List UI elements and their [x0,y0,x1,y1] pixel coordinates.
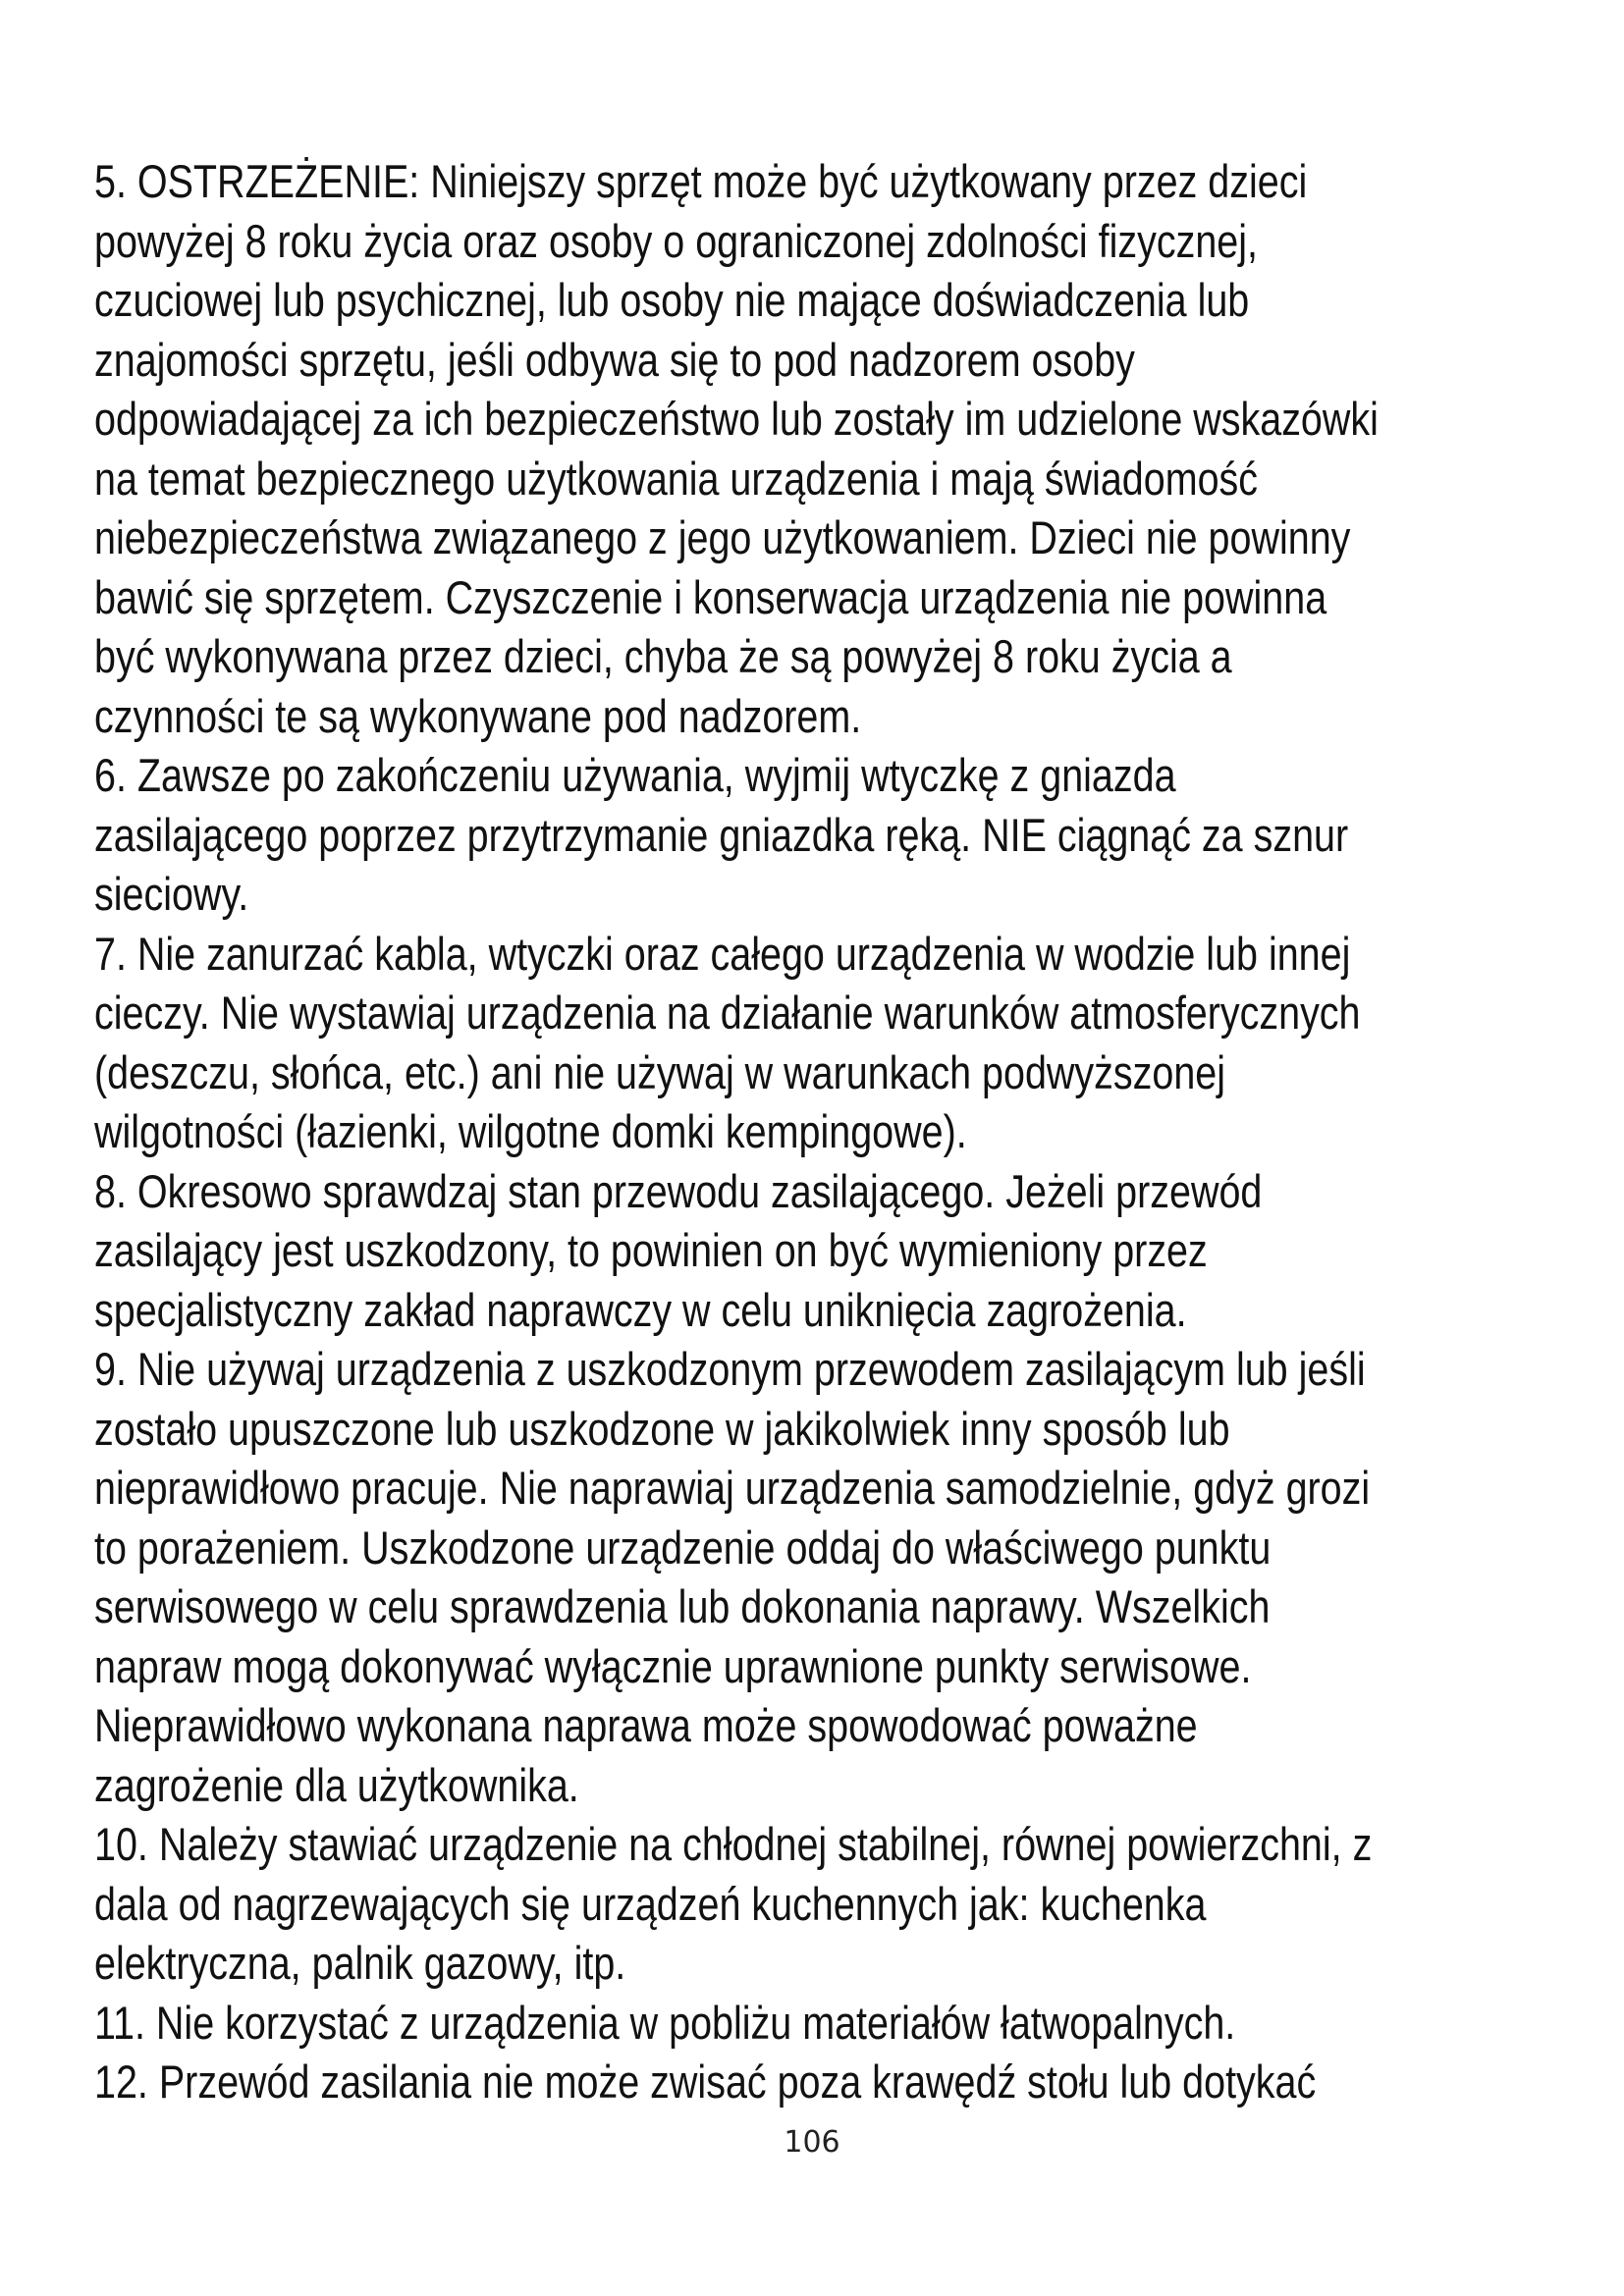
text-line: napraw mogą dokonywać wyłącznie uprawnione punkty serwisowe. [94,1639,1252,1692]
text-line: niebezpieczeństwa związanego z jego użytkowaniem. Dzieci nie powinny [94,511,1351,563]
text-line: 8. Okresowo sprawdzaj stan przewodu zasilającego. Jeżeli przewód [94,1164,1263,1217]
instruction-text-block [94,152,1547,2112]
text-line: 6. Zawsze po zakończeniu używania, wyjmij wtyczkę z gniazda [94,749,1176,801]
text-line: sieciowy. [94,868,249,920]
text-line: 5. OSTRZEŻENIE: Niniejszy sprzęt może być użytkowany przez dzieci [94,155,1308,207]
text-line: cieczy. Nie wystawiaj urządzenia na działanie warunków atmosferycznych [94,987,1361,1039]
text-line: nieprawidłowo pracuje. Nie naprawiaj urządzenia samodzielnie, gdyż grozi [94,1462,1371,1514]
text-line: 10. Należy stawiać urządzenie na chłodnej stabilnej, równej powierzchni, z [94,1818,1373,1870]
text-line: zostało upuszczone lub uszkodzone w jakikolwiek inny sposób lub [94,1402,1230,1455]
text-line: 7. Nie zanurzać kabla, wtyczki oraz całego urządzenia w wodzie lub innej [94,927,1351,980]
text-line: wilgotności (łazienki, wilgotne domki kempingowe). [94,1105,967,1157]
text-line: Nieprawidłowo wykonana naprawa może spowodować poważne [94,1699,1198,1751]
text-line: (deszczu, słońca, etc.) ani nie używaj w warunkach podwyższonej [94,1045,1226,1098]
text-line: bawić się sprzętem. Czyszczenie i konserwacja urządzenia nie powinna [94,570,1327,623]
text-line: zasilającego poprzez przytrzymanie gniazdka ręką. NIE ciągnąć za sznur [94,808,1349,861]
text-line: 12. Przewód zasilania nie może zwisać poza krawędź stołu lub dotykać [94,2056,1317,2108]
page-number: 106 [784,2125,840,2160]
text-line: zagrożenie dla użytkownika. [94,1758,579,1811]
text-line: odpowiadającej za ich bezpieczeństwo lub zostały im udzielone wskazówki [94,393,1379,445]
text-line: elektryczna, palnik gazowy, itp. [94,1937,626,1989]
text-line: specjalistyczny zakład naprawczy w celu uniknięcia zagrożenia. [94,1283,1187,1336]
text-line: to porażeniem. Uszkodzone urządzenie oddaj do właściwego punktu [94,1521,1272,1574]
text-line: powyżej 8 roku życia oraz osoby o ograniczonej zdolności fizycznej, [94,214,1258,267]
text-line: być wykonywana przez dzieci, chyba że są powyżej 8 roku życia a [94,630,1232,682]
text-line: serwisowego w celu sprawdzenia lub dokonania naprawy. Wszelkich [94,1580,1271,1632]
text-line: 9. Nie używaj urządzenia z uszkodzonym przewodem zasilającym lub jeśli [94,1343,1366,1395]
text-line: zasilający jest uszkodzony, to powinien on być wymieniony przez [94,1224,1208,1276]
text-line: czynności te są wykonywane pod nadzorem. [94,689,862,742]
text-line: 11. Nie korzystać z urządzenia w pobliżu materiałów łatwopalnych. [94,1996,1236,2049]
text-line: znajomości sprzętu, jeśli odbywa się to pod nadzorem osoby [94,333,1135,386]
text-line: na temat bezpiecznego użytkowania urządzenia i mają świadomość [94,452,1259,505]
text-line: czuciowej lub psychicznej, lub osoby nie mające doświadczenia lub [94,274,1250,326]
text-line: dala od nagrzewających się urządzeń kuchennych jak: kuchenka [94,1877,1207,1930]
